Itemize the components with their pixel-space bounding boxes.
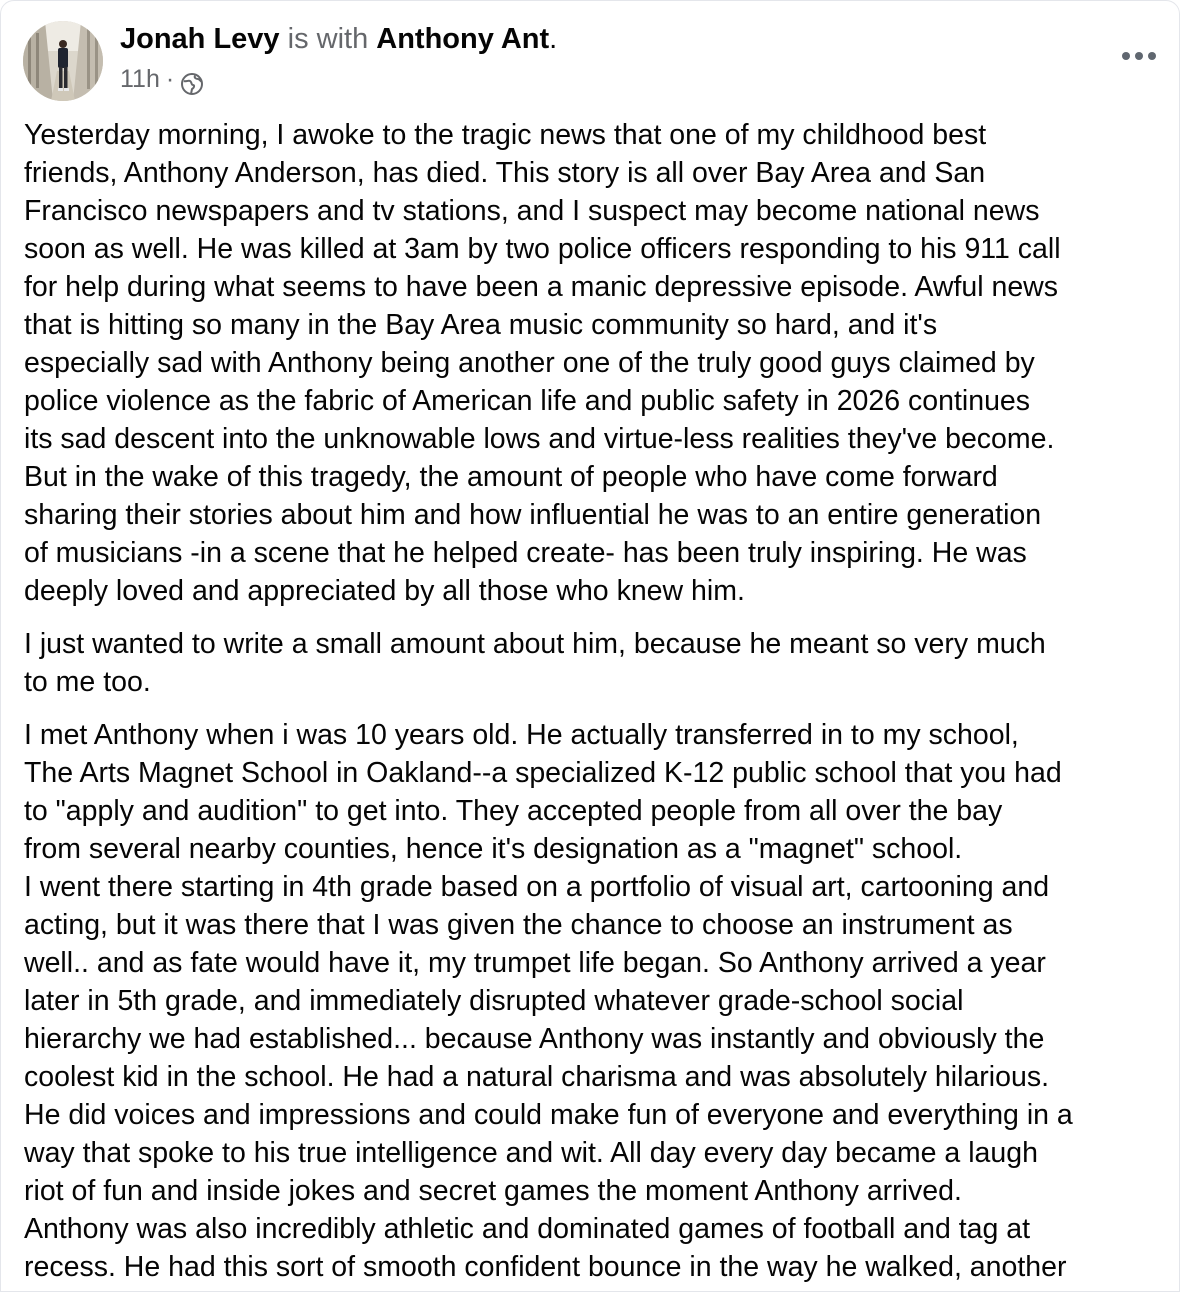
more-options-button[interactable] [1117,37,1161,75]
paragraph-line: its sad descent into the unknowable lows and virtue-less realities they've become. [24,423,1055,455]
paragraph-line: from several nearby counties, hence it's designation as a "magnet" school. [24,833,963,865]
paragraph-line: of musicians -in a scene that he helped create- has been truly inspiring. He was [24,537,1027,569]
paragraph-line: friends, Anthony Anderson, has died. This story is all over Bay Area and San [24,157,986,189]
paragraph-line: well.. and as fate would have it, my trumpet life began. So Anthony arrived a year [24,947,1046,979]
paragraph-line: I just wanted to write a small amount about him, because he meant so very much [24,628,1046,660]
post-paragraph [24,716,1164,1286]
with-text: is with [287,23,369,55]
paragraph-line: Yesterday morning, I awoke to the tragic news that one of my childhood best [24,119,987,151]
globe-icon[interactable] [180,69,204,93]
post-paragraph [24,625,1164,701]
more-horizontal-icon [1121,51,1157,61]
tagged-person[interactable]: Anthony Ant [376,23,550,55]
paragraph-line: to me too. [24,666,151,698]
paragraph-line: But in the wake of this tragedy, the amount of people who have come forward [24,461,998,493]
paragraph-line: deeply loved and appreciated by all those who knew him. [24,575,745,607]
paragraph-line: recess. He had this sort of smooth confident bounce in the way he walked, another [24,1251,1067,1283]
post-timestamp[interactable]: 11h [120,65,160,93]
paragraph-line: coolest kid in the school. He had a natural charisma and was absolutely hilarious. [24,1061,1049,1093]
paragraph-line: later in 5th grade, and immediately disrupted whatever grade-school social [24,985,964,1017]
paragraph-line: hierarchy we had established... because Anthony was instantly and obviously the [24,1023,1045,1055]
meta-separator: · [165,65,175,93]
avatar-photo [23,21,103,101]
post-header [120,19,557,98]
author-name[interactable]: Jonah Levy [120,23,280,55]
post-body [24,116,1164,1292]
paragraph-line: I went there starting in 4th grade based on a portfolio of visual art, cartooning and [24,871,1050,903]
paragraph-line: soon as well. He was killed at 3am by two police officers responding to his 911 call [24,233,1061,265]
paragraph-line: riot of fun and inside jokes and secret games the moment Anthony arrived. [24,1175,962,1207]
paragraph-line: police violence as the fabric of American life and public safety in 2026 continues [24,385,1031,417]
paragraph-line: that is hitting so many in the Bay Area music community so hard, and it's [24,309,938,341]
paragraph-line: way that spoke to his true intelligence and wit. All day every day became a laugh [24,1137,1038,1169]
author-avatar[interactable] [23,21,103,101]
paragraph-line: sharing their stories about him and how influential he was to an entire generation [24,499,1042,531]
paragraph-line: for help during what seems to have been a manic depressive episode. Awful news [24,271,1059,303]
paragraph-line: to "apply and audition" to get into. They accepted people from all over the bay [24,795,1003,827]
post-paragraph [24,116,1164,610]
paragraph-line: I met Anthony when i was 10 years old. He actually transferred in to my school, [24,719,1019,751]
paragraph-line: He did voices and impressions and could make fun of everyone and everything in a [24,1099,1073,1131]
paragraph-line: acting, but it was there that I was given the chance to choose an instrument as [24,909,1013,941]
author-line [120,19,557,59]
post-meta [120,60,557,98]
tagged-period: . [549,23,558,55]
paragraph-line: The Arts Magnet School in Oakland--a specialized K-12 public school that you had [24,757,1062,789]
paragraph-line: especially sad with Anthony being another one of the truly good guys claimed by [24,347,1035,379]
paragraph-line: Anthony was also incredibly athletic and dominated games of football and tag at [24,1213,1031,1245]
paragraph-line: Francisco newspapers and tv stations, and I suspect may become national news [24,195,1040,227]
